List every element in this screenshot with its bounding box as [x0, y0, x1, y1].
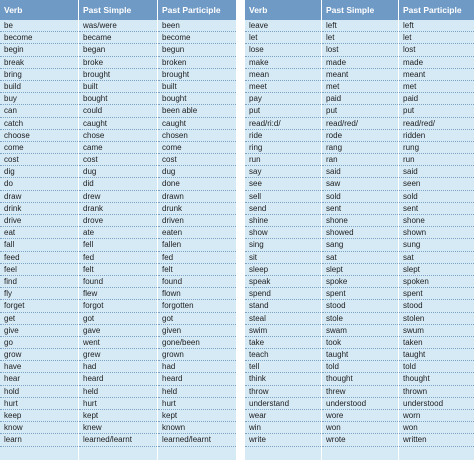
table-cell: sent [399, 203, 474, 215]
table-cell: could [79, 105, 157, 117]
table-cell: stolen [399, 313, 474, 325]
table-cell: told [399, 361, 474, 373]
table-cell: showed [322, 227, 398, 239]
table-cell: flew [79, 288, 157, 300]
table-cell: fallen [158, 239, 236, 251]
table-cell: felt [79, 264, 157, 276]
past-participle-column [399, 0, 474, 460]
table-cell: stood [322, 300, 398, 312]
table-cell: swim [245, 325, 321, 337]
table-cell: gone/been [158, 337, 236, 349]
past-simple-header: Past Simple [322, 0, 398, 20]
table-cell: sleep [245, 264, 321, 276]
table-cell: known [158, 422, 236, 434]
table-cell: get [0, 313, 78, 325]
table-cell: sang [322, 239, 398, 251]
table-cell: met [322, 81, 398, 93]
table-cell: brought [158, 69, 236, 81]
table-cell: show [245, 227, 321, 239]
table-cell: leave [245, 20, 321, 32]
table-cell: pay [245, 93, 321, 105]
table-cell: understand [245, 398, 321, 410]
table-cell: write [245, 434, 321, 446]
table-cell: put [399, 105, 474, 117]
table-cell: swam [322, 325, 398, 337]
table-cell: sold [399, 191, 474, 203]
table-cell: meant [399, 69, 474, 81]
table-cell: taught [399, 349, 474, 361]
table-cell: was/were [79, 20, 157, 32]
table-cell: drew [79, 191, 157, 203]
table-cell: feel [0, 264, 78, 276]
table-cell: drive [0, 215, 78, 227]
table-cell: threw [322, 386, 398, 398]
table-cell: ran [322, 154, 398, 166]
table-cell: forget [0, 300, 78, 312]
table-cell: drove [79, 215, 157, 227]
verb-header: Verb [0, 0, 78, 20]
table-cell: held [79, 386, 157, 398]
table-cell: become [158, 32, 236, 44]
table-cell: began [79, 44, 157, 56]
table-cell: spend [245, 288, 321, 300]
table-cell: begin [0, 44, 78, 56]
table-cell: dug [79, 166, 157, 178]
table-cell: shine [245, 215, 321, 227]
table-cell: left [322, 20, 398, 32]
verb-table-left [0, 0, 236, 460]
table-cell: found [158, 276, 236, 288]
table-cell: hear [0, 373, 78, 385]
table-cell: got [158, 313, 236, 325]
table-cell: sit [245, 252, 321, 264]
table-cell: run [245, 154, 321, 166]
table-cell: broken [158, 57, 236, 69]
table-cell: did [79, 178, 157, 190]
table-cell: went [79, 337, 157, 349]
table-cell: thrown [399, 386, 474, 398]
table-cell: cost [158, 154, 236, 166]
table-cell: spoken [399, 276, 474, 288]
table-cell: said [399, 166, 474, 178]
table-cell: give [0, 325, 78, 337]
table-cell: can [0, 105, 78, 117]
table-cell: read/red/ [399, 118, 474, 130]
table-cell: stole [322, 313, 398, 325]
table-cell: lose [245, 44, 321, 56]
table-cell: come [158, 142, 236, 154]
table-cell: felt [158, 264, 236, 276]
table-cell: begun [158, 44, 236, 56]
table-cell: forgotten [158, 300, 236, 312]
table-cell: cost [79, 154, 157, 166]
table-cell: built [79, 81, 157, 93]
table-cell: paid [322, 93, 398, 105]
table-cell: forgot [79, 300, 157, 312]
table-cell: got [79, 313, 157, 325]
table-cell: flown [158, 288, 236, 300]
table-cell: been able [158, 105, 236, 117]
table-cell: teach [245, 349, 321, 361]
table-cell: heard [158, 373, 236, 385]
table-cell: made [399, 57, 474, 69]
table-cell: fell [79, 239, 157, 251]
table-cell: learn [0, 434, 78, 446]
table-cell: let [245, 32, 321, 44]
verb-column [0, 0, 79, 460]
table-cell: bought [79, 93, 157, 105]
table-cell: worn [399, 410, 474, 422]
table-cell: learned/learnt [79, 434, 157, 446]
table-cell: wrote [322, 434, 398, 446]
table-cell: read/red/ [322, 118, 398, 130]
past-simple-column [79, 0, 158, 460]
table-cell: take [245, 337, 321, 349]
table-cell: keep [0, 410, 78, 422]
table-cell: kept [79, 410, 157, 422]
table-cell: ride [245, 130, 321, 142]
table-cell: grew [79, 349, 157, 361]
table-cell: became [79, 32, 157, 44]
table-cell: fed [158, 252, 236, 264]
table-cell: gave [79, 325, 157, 337]
table-cell: caught [79, 118, 157, 130]
table-cell: become [0, 32, 78, 44]
verb-column [245, 0, 322, 460]
table-cell: won [399, 422, 474, 434]
table-cell: wore [322, 410, 398, 422]
table-cell: kept [158, 410, 236, 422]
table-cell: see [245, 178, 321, 190]
table-cell: hurt [0, 398, 78, 410]
table-cell: drawn [158, 191, 236, 203]
table-cell: read/ri:d/ [245, 118, 321, 130]
table-cell: given [158, 325, 236, 337]
table-cell: sung [399, 239, 474, 251]
table-cell: chosen [158, 130, 236, 142]
table-cell: heard [79, 373, 157, 385]
table-cell: say [245, 166, 321, 178]
table-cell: swum [399, 325, 474, 337]
table-cell: learned/learnt [158, 434, 236, 446]
table-cell: stood [399, 300, 474, 312]
table-cell: sat [399, 252, 474, 264]
table-cell: chose [79, 130, 157, 142]
verb-table-right [245, 0, 474, 460]
table-cell: sent [322, 203, 398, 215]
table-cell: eaten [158, 227, 236, 239]
past-participle-column [158, 0, 236, 460]
table-cell: dig [0, 166, 78, 178]
table-cell: win [245, 422, 321, 434]
table-cell: sold [322, 191, 398, 203]
past-participle-header: Past Participle [158, 0, 236, 20]
table-cell: send [245, 203, 321, 215]
table-cell: eat [0, 227, 78, 239]
table-cell: bring [0, 69, 78, 81]
table-cell: won [322, 422, 398, 434]
table-cell: understood [399, 398, 474, 410]
table-cell: be [0, 20, 78, 32]
table-cell: ridden [399, 130, 474, 142]
table-cell: caught [158, 118, 236, 130]
table-cell: find [0, 276, 78, 288]
table-cell: understood [322, 398, 398, 410]
table-cell: sing [245, 239, 321, 251]
table-cell: came [79, 142, 157, 154]
table-cell: lost [322, 44, 398, 56]
table-cell: go [0, 337, 78, 349]
table-cell: sat [322, 252, 398, 264]
past-simple-header: Past Simple [79, 0, 157, 20]
table-cell: break [0, 57, 78, 69]
table-cell: rode [322, 130, 398, 142]
table-cell: rung [399, 142, 474, 154]
table-cell: slept [399, 264, 474, 276]
table-cell: shone [399, 215, 474, 227]
table-cell: told [322, 361, 398, 373]
table-cell: brought [79, 69, 157, 81]
table-cell: fed [79, 252, 157, 264]
table-cell: let [399, 32, 474, 44]
table-cell: lost [399, 44, 474, 56]
table-cell: written [399, 434, 474, 446]
table-cell: slept [322, 264, 398, 276]
table-cell: let [322, 32, 398, 44]
table-cell: do [0, 178, 78, 190]
table-cell: speak [245, 276, 321, 288]
table-cell: been [158, 20, 236, 32]
table-cell: spent [399, 288, 474, 300]
table-cell: done [158, 178, 236, 190]
table-cell: ate [79, 227, 157, 239]
table-cell: spent [322, 288, 398, 300]
table-cell: had [158, 361, 236, 373]
table-cell: paid [399, 93, 474, 105]
table-cell: bought [158, 93, 236, 105]
table-cell: wear [245, 410, 321, 422]
table-cell: meet [245, 81, 321, 93]
table-cell: steal [245, 313, 321, 325]
table-cell: draw [0, 191, 78, 203]
table-cell: drunk [158, 203, 236, 215]
table-cell: shone [322, 215, 398, 227]
table-cell: driven [158, 215, 236, 227]
table-cell: hurt [79, 398, 157, 410]
table-cell: feed [0, 252, 78, 264]
table-cell: thought [322, 373, 398, 385]
table-cell: dug [158, 166, 236, 178]
table-cell: put [245, 105, 321, 117]
table-cell: have [0, 361, 78, 373]
table-cell: found [79, 276, 157, 288]
table-cell: grown [158, 349, 236, 361]
table-cell: took [322, 337, 398, 349]
table-cell: grow [0, 349, 78, 361]
table-cell: had [79, 361, 157, 373]
table-cell: taken [399, 337, 474, 349]
table-cell: throw [245, 386, 321, 398]
table-cell: seen [399, 178, 474, 190]
table-cell: put [322, 105, 398, 117]
past-simple-column [322, 0, 399, 460]
table-cell: tell [245, 361, 321, 373]
table-cell: drank [79, 203, 157, 215]
table-cell: choose [0, 130, 78, 142]
table-cell: hold [0, 386, 78, 398]
table-cell: shown [399, 227, 474, 239]
table-cell: stand [245, 300, 321, 312]
table-cell: ring [245, 142, 321, 154]
table-cell: saw [322, 178, 398, 190]
table-cell: left [399, 20, 474, 32]
table-cell: mean [245, 69, 321, 81]
table-cell: meant [322, 69, 398, 81]
verb-header: Verb [245, 0, 321, 20]
table-cell: make [245, 57, 321, 69]
table-cell: buy [0, 93, 78, 105]
table-cell: broke [79, 57, 157, 69]
table-cell: said [322, 166, 398, 178]
table-cell: come [0, 142, 78, 154]
table-cell: know [0, 422, 78, 434]
table-cell: build [0, 81, 78, 93]
table-cell: catch [0, 118, 78, 130]
table-cell: thought [399, 373, 474, 385]
table-cell: met [399, 81, 474, 93]
table-cell: rang [322, 142, 398, 154]
table-cell: made [322, 57, 398, 69]
past-participle-header: Past Participle [399, 0, 474, 20]
table-cell: sell [245, 191, 321, 203]
table-cell: knew [79, 422, 157, 434]
table-cell: held [158, 386, 236, 398]
table-cell: drink [0, 203, 78, 215]
table-cell: spoke [322, 276, 398, 288]
table-cell: fall [0, 239, 78, 251]
table-cell: think [245, 373, 321, 385]
table-cell: fly [0, 288, 78, 300]
table-cell: run [399, 154, 474, 166]
table-cell: cost [0, 154, 78, 166]
table-cell: taught [322, 349, 398, 361]
table-cell: built [158, 81, 236, 93]
table-cell: hurt [158, 398, 236, 410]
